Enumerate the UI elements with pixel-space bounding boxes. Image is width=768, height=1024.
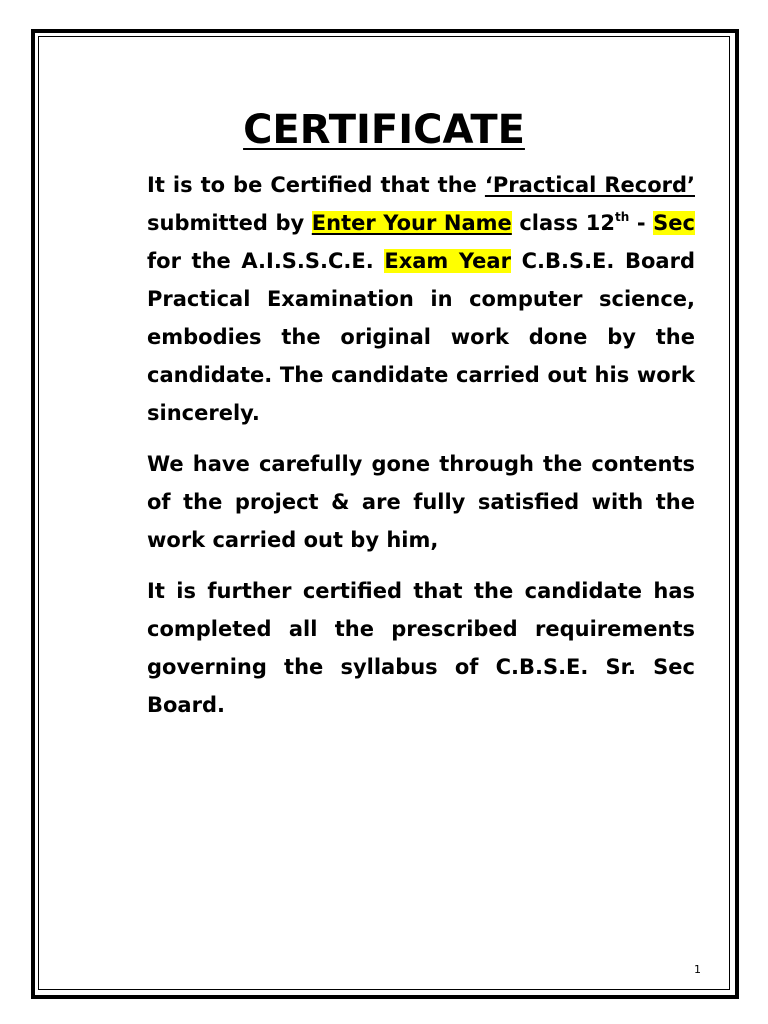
page-number: 1 (694, 963, 701, 976)
exam-year-placeholder: Exam Year (384, 249, 511, 273)
practical-record-phrase: ‘Practical Record’ (484, 173, 695, 197)
certificate-title: CERTIFICATE (243, 107, 525, 153)
para1-text-4: - (629, 211, 654, 235)
name-placeholder: Enter Your Name (311, 211, 512, 235)
paragraph-review: We have carefully gone through the contents of the project & are fully satisfied with the work carried out by him, (147, 452, 695, 552)
para1-text-6: C.B.S.E. Board Practical Examination in computer science, embodies the original work done by the candidate. The candidate carried out his work sincerely. (147, 249, 695, 425)
para1-text-1: It is to be Certified that the (147, 173, 485, 197)
paragraph-requirements: It is further certified that the candidate has completed all the prescribed requirements governing the syllabus of C.B.S.E. Sr. Sec Board. (147, 579, 695, 717)
para1-text-3: class 12 (511, 211, 615, 235)
paragraph-certification (147, 166, 695, 432)
section-placeholder: Sec (653, 211, 695, 235)
para1-text-2: submitted by (147, 211, 312, 235)
para1-text-5: for the A.I.S.S.C.E. (147, 249, 385, 273)
class-superscript: th (614, 210, 630, 224)
certificate-body (147, 166, 695, 724)
